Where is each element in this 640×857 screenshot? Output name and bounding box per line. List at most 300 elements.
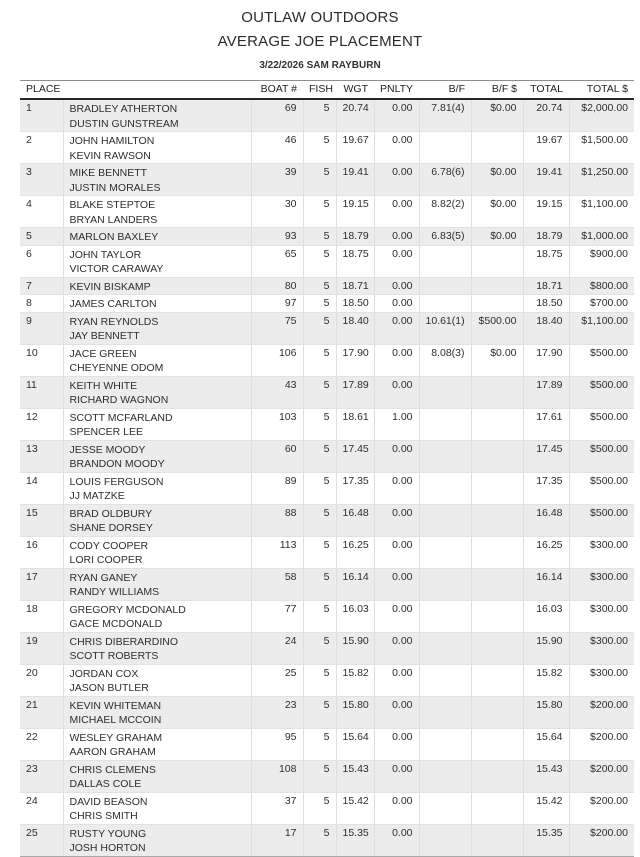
table-row (20, 277, 634, 295)
angler-name: VICTOR CARAWAY (69, 263, 164, 275)
cell-boat: 24 (251, 632, 303, 664)
cell-total: 16.25 (523, 536, 569, 568)
cell-place: 23 (20, 760, 63, 792)
report-title: OUTLAW OUTDOORS (241, 9, 399, 26)
angler-name: SPENCER LEE (69, 426, 144, 438)
angler-name: KEITH WHITE (69, 379, 138, 392)
cell-fish: 5 (303, 568, 336, 600)
cell-boat: 17 (251, 824, 303, 856)
cell-wgt: 18.61 (336, 408, 374, 440)
cell-bf_money (471, 696, 523, 728)
column-header-pnlty: PNLTY (374, 81, 419, 100)
cell-boat: 95 (251, 728, 303, 760)
cell-place: 14 (20, 472, 63, 504)
cell-bf_money: $0.00 (471, 196, 523, 228)
cell-wgt: 15.64 (336, 728, 374, 760)
cell-total: 17.90 (523, 344, 569, 376)
cell-place: 9 (20, 312, 63, 344)
cell-names (63, 504, 251, 536)
cell-total: 18.75 (523, 245, 569, 277)
cell-pnlty: 0.00 (374, 792, 419, 824)
cell-total_money: $500.00 (569, 440, 634, 472)
cell-place: 6 (20, 245, 63, 277)
cell-fish: 5 (303, 228, 336, 246)
cell-pnlty: 1.00 (374, 408, 419, 440)
table-row (20, 600, 634, 632)
cell-bf: 10.61(1) (419, 312, 471, 344)
cell-wgt: 15.82 (336, 664, 374, 696)
cell-fish: 5 (303, 164, 336, 196)
angler-name: BRADLEY ATHERTON (69, 103, 178, 115)
cell-wgt: 18.50 (336, 295, 374, 313)
angler-name: JAMES CARLTON (69, 298, 157, 310)
cell-total_money: $200.00 (569, 696, 634, 728)
angler-name: CHRIS SMITH (69, 810, 138, 822)
column-header-fish: FISH (303, 81, 336, 100)
cell-place: 8 (20, 295, 63, 313)
cell-boat: 93 (251, 228, 303, 246)
cell-place: 2 (20, 132, 63, 164)
angler-name: GREGORY MCDONALD (69, 603, 186, 616)
cell-boat: 65 (251, 245, 303, 277)
cell-pnlty: 0.00 (374, 132, 419, 164)
cell-place: 4 (20, 196, 63, 228)
cell-bf (419, 472, 471, 504)
table-row (20, 504, 634, 536)
table-row (20, 568, 634, 600)
cell-total: 16.14 (523, 568, 569, 600)
cell-boat: 58 (251, 568, 303, 600)
cell-boat: 106 (251, 344, 303, 376)
cell-bf: 6.83(5) (419, 228, 471, 246)
cell-bf_money (471, 132, 523, 164)
cell-bf_money (471, 504, 523, 536)
table-row (20, 344, 634, 376)
cell-names (63, 440, 251, 472)
cell-fish: 5 (303, 600, 336, 632)
cell-total_money: $1,100.00 (569, 312, 634, 344)
cell-names (63, 99, 251, 132)
cell-wgt: 15.35 (336, 824, 374, 856)
cell-pnlty: 0.00 (374, 632, 419, 664)
cell-wgt: 20.74 (336, 99, 374, 132)
cell-bf (419, 568, 471, 600)
cell-bf_money (471, 472, 523, 504)
cell-bf (419, 792, 471, 824)
cell-total: 15.82 (523, 664, 569, 696)
cell-names (63, 228, 251, 246)
cell-total_money: $500.00 (569, 408, 634, 440)
cell-place: 1 (20, 99, 63, 132)
cell-wgt: 19.15 (336, 196, 374, 228)
table-row (20, 472, 634, 504)
cell-total_money: $1,100.00 (569, 196, 634, 228)
cell-pnlty: 0.00 (374, 228, 419, 246)
cell-total_money: $300.00 (569, 568, 634, 600)
cell-fish: 5 (303, 664, 336, 696)
cell-boat: 39 (251, 164, 303, 196)
cell-names (63, 536, 251, 568)
table-row (20, 408, 634, 440)
angler-name: DUSTIN GUNSTREAM (69, 117, 179, 130)
table-row (20, 228, 634, 246)
cell-place: 7 (20, 277, 63, 295)
cell-bf (419, 295, 471, 313)
cell-pnlty: 0.00 (374, 760, 419, 792)
report-subtitle: AVERAGE JOE PLACEMENT (217, 33, 423, 50)
angler-name: DAVID BEASON (69, 795, 148, 808)
column-header-boat: BOAT # (251, 81, 303, 100)
cell-fish: 5 (303, 472, 336, 504)
cell-pnlty: 0.00 (374, 245, 419, 277)
angler-name: MICHAEL MCCOIN (69, 714, 162, 726)
table-row (20, 132, 634, 164)
cell-pnlty: 0.00 (374, 504, 419, 536)
cell-pnlty: 0.00 (374, 664, 419, 696)
cell-boat: 60 (251, 440, 303, 472)
cell-bf (419, 440, 471, 472)
column-header-place: PLACE (20, 81, 63, 100)
cell-bf_money (471, 728, 523, 760)
angler-name: JOHN TAYLOR (69, 248, 142, 261)
cell-wgt: 18.40 (336, 312, 374, 344)
cell-total: 15.64 (523, 728, 569, 760)
cell-boat: 46 (251, 132, 303, 164)
cell-names (63, 132, 251, 164)
angler-name: RANDY WILLIAMS (69, 586, 160, 598)
cell-names (63, 376, 251, 408)
cell-names (63, 312, 251, 344)
cell-bf (419, 824, 471, 856)
cell-total_money: $1,000.00 (569, 228, 634, 246)
cell-total: 16.03 (523, 600, 569, 632)
cell-boat: 23 (251, 696, 303, 728)
table-row (20, 295, 634, 313)
cell-pnlty: 0.00 (374, 295, 419, 313)
cell-total_money: $300.00 (569, 632, 634, 664)
cell-fish: 5 (303, 312, 336, 344)
table-row (20, 196, 634, 228)
cell-bf_money (471, 295, 523, 313)
table-row (20, 664, 634, 696)
cell-names (63, 196, 251, 228)
angler-name: LOUIS FERGUSON (69, 475, 164, 488)
angler-name: RUSTY YOUNG (69, 827, 147, 840)
cell-place: 16 (20, 536, 63, 568)
cell-names (63, 568, 251, 600)
cell-wgt: 17.45 (336, 440, 374, 472)
angler-name: JOSH HORTON (69, 842, 146, 854)
cell-pnlty: 0.00 (374, 344, 419, 376)
cell-pnlty: 0.00 (374, 440, 419, 472)
cell-bf (419, 536, 471, 568)
cell-fish: 5 (303, 504, 336, 536)
table-row (20, 696, 634, 728)
cell-total_money: $1,250.00 (569, 164, 634, 196)
angler-name: JOHN HAMILTON (69, 135, 155, 147)
cell-fish: 5 (303, 792, 336, 824)
cell-place: 11 (20, 376, 63, 408)
cell-wgt: 17.90 (336, 344, 374, 376)
cell-bf_money (471, 245, 523, 277)
cell-pnlty: 0.00 (374, 196, 419, 228)
column-header-total_money: TOTAL $ (569, 81, 634, 100)
cell-place: 19 (20, 632, 63, 664)
angler-name: SHANE DORSEY (69, 522, 153, 534)
cell-wgt: 16.48 (336, 504, 374, 536)
angler-name: CHRIS DIBERARDINO (69, 635, 179, 648)
angler-name: WESLEY GRAHAM (69, 731, 163, 744)
angler-name: JAY BENNETT (69, 330, 140, 342)
cell-bf (419, 408, 471, 440)
cell-place: 5 (20, 228, 63, 246)
report-header (0, 0, 640, 71)
cell-boat: 77 (251, 600, 303, 632)
table-row (20, 792, 634, 824)
cell-total: 17.35 (523, 472, 569, 504)
cell-place: 10 (20, 344, 63, 376)
cell-place: 24 (20, 792, 63, 824)
table-row (20, 728, 634, 760)
angler-name: BLAKE STEPTOE (69, 199, 156, 211)
cell-total: 17.45 (523, 440, 569, 472)
angler-name: CHRIS CLEMENS (69, 763, 156, 776)
cell-names (63, 728, 251, 760)
cell-fish: 5 (303, 760, 336, 792)
cell-pnlty: 0.00 (374, 312, 419, 344)
angler-name: SCOTT MCFARLAND (69, 411, 173, 424)
angler-name: RICHARD WAGNON (69, 394, 169, 406)
cell-total: 20.74 (523, 99, 569, 132)
cell-bf_money: $0.00 (471, 99, 523, 132)
cell-pnlty: 0.00 (374, 696, 419, 728)
cell-bf_money (471, 536, 523, 568)
cell-pnlty: 0.00 (374, 536, 419, 568)
cell-boat: 80 (251, 277, 303, 295)
cell-place: 25 (20, 824, 63, 856)
cell-place: 18 (20, 600, 63, 632)
cell-total: 17.61 (523, 408, 569, 440)
cell-total_money: $500.00 (569, 472, 634, 504)
cell-total: 15.80 (523, 696, 569, 728)
cell-bf_money (471, 440, 523, 472)
angler-name: JJ MATZKE (69, 490, 125, 502)
cell-names (63, 472, 251, 504)
cell-names (63, 696, 251, 728)
cell-fish: 5 (303, 696, 336, 728)
cell-wgt: 18.79 (336, 228, 374, 246)
cell-total_money: $300.00 (569, 536, 634, 568)
angler-name: KEVIN BISKAMP (69, 280, 151, 293)
cell-names (63, 792, 251, 824)
cell-place: 22 (20, 728, 63, 760)
cell-fish: 5 (303, 344, 336, 376)
cell-pnlty: 0.00 (374, 472, 419, 504)
angler-name: JESSE MOODY (69, 443, 146, 456)
cell-total_money: $900.00 (569, 245, 634, 277)
cell-total: 18.79 (523, 228, 569, 246)
cell-bf_money: $0.00 (471, 228, 523, 246)
cell-total: 15.90 (523, 632, 569, 664)
cell-names (63, 664, 251, 696)
cell-bf_money (471, 792, 523, 824)
cell-bf_money (471, 277, 523, 295)
cell-boat: 43 (251, 376, 303, 408)
cell-names (63, 164, 251, 196)
cell-boat: 25 (251, 664, 303, 696)
table-row (20, 99, 634, 132)
angler-name: GACE MCDONALD (69, 618, 163, 630)
cell-pnlty: 0.00 (374, 376, 419, 408)
angler-name: CODY COOPER (69, 539, 149, 552)
cell-total: 16.48 (523, 504, 569, 536)
cell-place: 3 (20, 164, 63, 196)
cell-pnlty: 0.00 (374, 99, 419, 132)
cell-bf: 8.82(2) (419, 196, 471, 228)
cell-bf_money (471, 824, 523, 856)
cell-total_money: $300.00 (569, 664, 634, 696)
angler-name: JORDAN COX (69, 667, 139, 680)
cell-place: 17 (20, 568, 63, 600)
cell-pnlty: 0.00 (374, 728, 419, 760)
cell-bf_money (471, 664, 523, 696)
cell-bf: 6.78(6) (419, 164, 471, 196)
cell-bf_money (471, 376, 523, 408)
cell-bf_money: $500.00 (471, 312, 523, 344)
cell-bf_money (471, 600, 523, 632)
angler-name: JASON BUTLER (69, 682, 149, 694)
cell-pnlty: 0.00 (374, 568, 419, 600)
cell-bf (419, 277, 471, 295)
cell-total: 19.67 (523, 132, 569, 164)
cell-total: 17.89 (523, 376, 569, 408)
cell-fish: 5 (303, 99, 336, 132)
cell-fish: 5 (303, 536, 336, 568)
angler-name: RYAN REYNOLDS (69, 315, 159, 328)
cell-fish: 5 (303, 295, 336, 313)
cell-place: 15 (20, 504, 63, 536)
cell-wgt: 19.67 (336, 132, 374, 164)
angler-name: DALLAS COLE (69, 778, 142, 790)
cell-bf_money (471, 632, 523, 664)
cell-bf (419, 632, 471, 664)
cell-fish: 5 (303, 132, 336, 164)
column-header-bf_money: B/F $ (471, 81, 523, 100)
column-header-total: TOTAL (523, 81, 569, 100)
angler-name: AARON GRAHAM (69, 746, 156, 758)
cell-place: 13 (20, 440, 63, 472)
cell-fish: 5 (303, 728, 336, 760)
event-date-location: 3/22/2026 SAM RAYBURN (259, 60, 381, 71)
cell-bf (419, 504, 471, 536)
table-row (20, 536, 634, 568)
cell-total_money: $700.00 (569, 295, 634, 313)
cell-names (63, 600, 251, 632)
cell-names (63, 295, 251, 313)
angler-name: JACE GREEN (69, 347, 137, 360)
cell-total_money: $1,500.00 (569, 132, 634, 164)
placement-table (20, 80, 634, 857)
cell-fish: 5 (303, 277, 336, 295)
cell-names (63, 245, 251, 277)
cell-fish: 5 (303, 440, 336, 472)
cell-total_money: $500.00 (569, 344, 634, 376)
cell-boat: 97 (251, 295, 303, 313)
cell-total_money: $500.00 (569, 504, 634, 536)
angler-name: JUSTIN MORALES (69, 181, 161, 194)
cell-wgt: 15.90 (336, 632, 374, 664)
table-row (20, 164, 634, 196)
table-row (20, 440, 634, 472)
cell-total_money: $2,000.00 (569, 99, 634, 132)
cell-bf: 7.81(4) (419, 99, 471, 132)
cell-total_money: $200.00 (569, 760, 634, 792)
cell-wgt: 17.89 (336, 376, 374, 408)
cell-wgt: 16.03 (336, 600, 374, 632)
table-row (20, 824, 634, 856)
angler-name: CHEYENNE ODOM (69, 362, 164, 374)
cell-wgt: 17.35 (336, 472, 374, 504)
table-row (20, 632, 634, 664)
cell-pnlty: 0.00 (374, 277, 419, 295)
cell-total_money: $200.00 (569, 792, 634, 824)
cell-total_money: $300.00 (569, 600, 634, 632)
cell-names (63, 277, 251, 295)
cell-fish: 5 (303, 245, 336, 277)
cell-names (63, 344, 251, 376)
cell-bf_money: $0.00 (471, 344, 523, 376)
cell-pnlty: 0.00 (374, 824, 419, 856)
cell-total: 18.71 (523, 277, 569, 295)
table-header-row (20, 81, 634, 100)
column-header-names (63, 81, 251, 100)
cell-boat: 103 (251, 408, 303, 440)
cell-names (63, 824, 251, 856)
cell-bf_money (471, 408, 523, 440)
cell-names (63, 408, 251, 440)
cell-boat: 30 (251, 196, 303, 228)
cell-wgt: 15.43 (336, 760, 374, 792)
cell-fish: 5 (303, 376, 336, 408)
cell-bf (419, 245, 471, 277)
cell-total: 18.40 (523, 312, 569, 344)
angler-name: SCOTT ROBERTS (69, 650, 159, 662)
cell-total: 18.50 (523, 295, 569, 313)
angler-name: MARLON BAXLEY (69, 231, 159, 243)
cell-boat: 75 (251, 312, 303, 344)
cell-place: 12 (20, 408, 63, 440)
table-row (20, 760, 634, 792)
cell-total_money: $500.00 (569, 376, 634, 408)
cell-fish: 5 (303, 196, 336, 228)
cell-bf_money (471, 760, 523, 792)
placement-table-body (20, 99, 634, 856)
cell-boat: 113 (251, 536, 303, 568)
angler-name: LORI COOPER (69, 554, 143, 566)
cell-bf (419, 132, 471, 164)
cell-bf (419, 728, 471, 760)
angler-name: RYAN GANEY (69, 571, 138, 584)
cell-bf (419, 664, 471, 696)
cell-pnlty: 0.00 (374, 164, 419, 196)
cell-wgt: 18.71 (336, 277, 374, 295)
cell-wgt: 15.80 (336, 696, 374, 728)
cell-bf: 8.08(3) (419, 344, 471, 376)
cell-total: 15.43 (523, 760, 569, 792)
cell-wgt: 18.75 (336, 245, 374, 277)
cell-boat: 69 (251, 99, 303, 132)
table-row (20, 245, 634, 277)
